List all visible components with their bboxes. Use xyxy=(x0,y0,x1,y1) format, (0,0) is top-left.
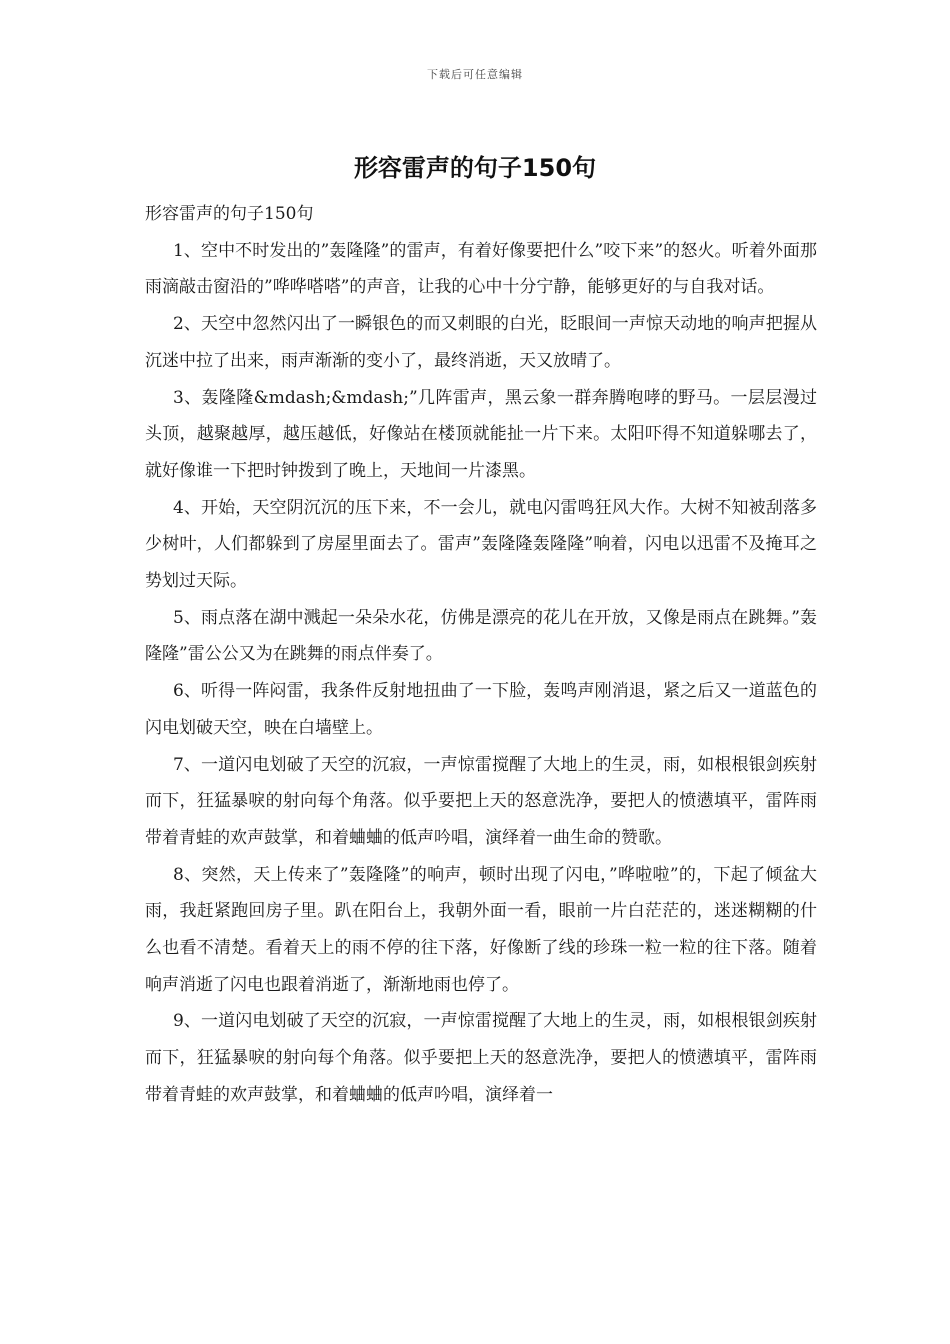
paragraph-3: 3、轰隆隆&mdash;&mdash;”几阵雷声，黑云象一群奔腾咆哮的野马。一层层漫过头顶，越聚越厚，越压越低，好像站在楼顶就能扯一片下来。太阳吓得不知道躲哪去了，就好像谁一下把时钟拨到了晚上，天地间一片漆黑。 xyxy=(145,387,817,481)
paragraph-5: 5、雨点落在湖中溅起一朵朵水花，仿佛是漂亮的花儿在开放，又像是雨点在跳舞。”轰隆隆”雷公公又为在跳舞的雨点伴奏了。 xyxy=(145,607,817,665)
paragraph-2: 2、天空中忽然闪出了一瞬银色的而又刺眼的白光，眨眼间一声惊天动地的响声把握从沉迷中拉了出来，雨声渐渐的变小了，最终消逝，天又放晴了。 xyxy=(145,314,817,371)
document-body xyxy=(145,196,817,1114)
paragraph-7: 7、一道闪电划破了天空的沉寂，一声惊雷搅醒了大地上的生灵，雨，如根根银剑疾射而下，狂猛暴唳的射向每个角落。似乎要把上天的怒意洗净，要把人的愤懑填平，雷阵雨带着青蛙的欢声鼓掌，和着蛐蛐的低声吟唱，演绎着一曲生命的赞歌。 xyxy=(145,754,817,848)
document-subtitle: 形容雷声的句子150句 xyxy=(145,204,314,224)
paragraph-8: 8、突然，天上传来了”轰隆隆”的响声，顿时出现了闪电，”哗啦啦”的，下起了倾盆大雨，我赶紧跑回房子里。趴在阳台上，我朝外面一看，眼前一片白茫茫的，迷迷糊糊的什么也看不清楚。看着天上的雨不停的往下落，好像断了线的珍珠一粒一粒的往下落。随着响声消逝了闪电也跟着消逝了，渐渐地雨也停了。 xyxy=(145,864,817,995)
paragraph-6: 6、听得一阵闷雷，我条件反射地扭曲了一下脸，轰鸣声刚消退，紧之后又一道蓝色的闪电划破天空，映在白墙壁上。 xyxy=(145,681,817,738)
paragraph-1: 1、空中不时发出的”轰隆隆”的雷声，有着好像要把什么”咬下来”的怒火。听着外面那雨滴敲击窗沿的”哗哗嗒嗒”的声音，让我的心中十分宁静，能够更好的与自我对话。 xyxy=(145,240,817,298)
document-title: 形容雷声的句子150句 xyxy=(353,154,597,182)
paragraph-4: 4、开始，天空阴沉沉的压下来，不一会儿，就电闪雷鸣狂风大作。大树不知被刮落多少树叶，人们都躲到了房屋里面去了。雷声”轰隆隆轰隆隆”响着，闪电以迅雷不及掩耳之势划过天际。 xyxy=(145,497,817,592)
paragraph-9: 9、一道闪电划破了天空的沉寂，一声惊雷搅醒了大地上的生灵，雨，如根根银剑疾射而下，狂猛暴唳的射向每个角落。似乎要把上天的怒意洗净，要把人的愤懑填平，雷阵雨带着青蛙的欢声鼓掌，和着蛐蛐的低声吟唱，演绎着一 xyxy=(145,1011,817,1105)
header-note: 下载后可任意编辑 xyxy=(427,68,523,81)
